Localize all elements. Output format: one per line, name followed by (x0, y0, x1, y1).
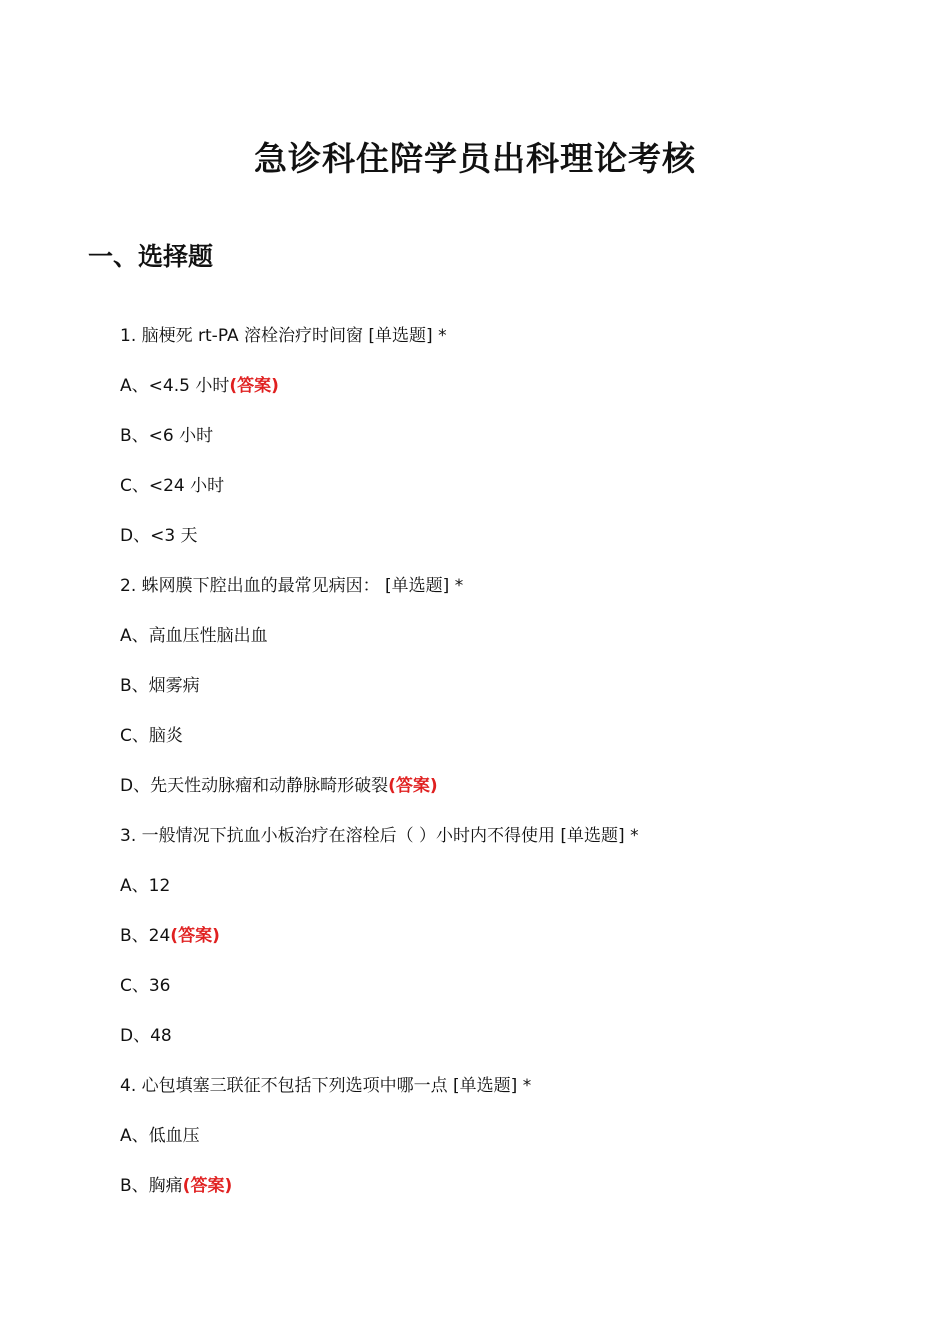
option-text: C、36 (120, 976, 171, 996)
answer-option (120, 372, 920, 422)
answer-marker: (答案) (182, 1176, 233, 1196)
question-list (120, 322, 920, 1222)
answer-marker: (答案) (170, 926, 220, 946)
answer-option (120, 522, 920, 572)
answer-option (120, 772, 920, 822)
page-title: 急诊科住陪学员出科理论考核 (254, 139, 696, 178)
answer-option (120, 672, 920, 722)
option-text: A、<4.5 小时 (120, 376, 230, 396)
option-text: D、先天性动脉瘤和动静脉畸形破裂 (120, 776, 389, 796)
answer-option (120, 1022, 920, 1072)
option-text: B、胸痛 (120, 1176, 183, 1196)
option-text: D、48 (120, 1026, 172, 1046)
option-text: B、烟雾病 (120, 676, 200, 696)
option-text: A、低血压 (120, 1126, 200, 1146)
answer-option (120, 422, 920, 472)
question-stem: 3. 一般情况下抗血小板治疗在溶栓后（ ）小时内不得使用 [单选题] * (120, 826, 639, 846)
answer-option (120, 622, 920, 672)
option-text: C、<24 小时 (120, 476, 225, 496)
question-stem: 4. 心包填塞三联征不包括下列选项中哪一点 [单选题] * (120, 1076, 532, 1096)
section-heading: 一、选择题 (88, 242, 214, 271)
answer-option (120, 1122, 920, 1172)
option-text: C、脑炎 (120, 726, 183, 746)
answer-option (120, 872, 920, 922)
question-stem: 2. 蛛网膜下腔出血的最常见病因： [单选题] * (120, 576, 464, 596)
answer-option (120, 472, 920, 522)
answer-option (120, 722, 920, 772)
option-text: A、高血压性脑出血 (120, 626, 268, 646)
option-text: D、<3 天 (120, 526, 198, 546)
answer-marker: (答案) (229, 376, 279, 396)
answer-marker: (答案) (388, 776, 438, 796)
question-stem: 1. 脑梗死 rt-PA 溶栓治疗时间窗 [单选题] * (120, 326, 447, 346)
answer-option (120, 1172, 920, 1222)
answer-option (120, 972, 920, 1022)
option-text: B、<6 小时 (120, 426, 214, 446)
option-text: A、12 (120, 876, 171, 896)
answer-option (120, 922, 920, 972)
option-text: B、24 (120, 926, 171, 946)
